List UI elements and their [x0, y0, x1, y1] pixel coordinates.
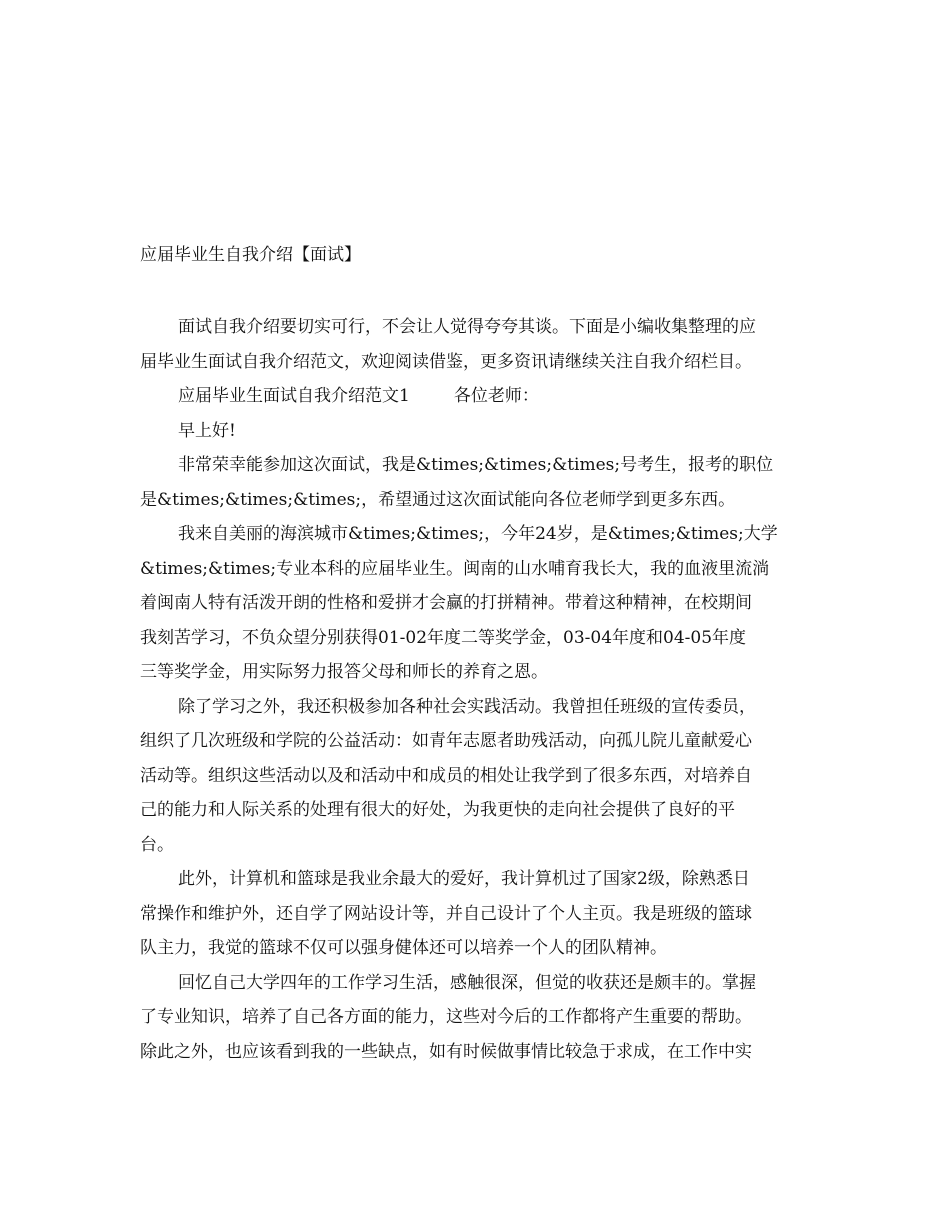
paragraph-line: 此外，计算机和篮球是我业余最大的爱好，我计算机过了国家2级，除熟悉日	[178, 869, 750, 889]
paragraph-line: 回忆自己大学四年的工作学习生活，感触很深，但觉的收获还是颇丰的。掌握	[178, 972, 756, 993]
paragraph-line: 活动等。组织这些活动以及和活动中和成员的相处让我学到了很多东西，对培养自	[140, 765, 752, 786]
paragraph-line: 常操作和维护外，还自学了网站设计等，并自己设计了个人主页。我是班级的篮球	[140, 903, 752, 924]
paragraph-line: 了专业知识，培养了自己各方面的能力，这些对今后的工作都将产生重要的帮助。	[140, 1007, 752, 1027]
salutation: 各位老师：	[453, 386, 539, 406]
paragraph-line: 是&times;&times;&times;，希望通过这次面试能向各位老师学到更多东西。	[140, 489, 736, 510]
paragraph-line: 组织了几次班级和学院的公益活动：如青年志愿者助残活动，向孤儿院儿童献爱心	[140, 731, 752, 751]
paragraph-line: 己的能力和人际关系的处理有很大的好处，为我更快的走向社会提供了良好的平	[140, 800, 735, 820]
paragraph-line: 我来自美丽的海滨城市&times;&times;，今年24岁，是&times;&times;大学	[178, 524, 778, 544]
paragraph-line: 台。	[140, 834, 174, 855]
paragraph-line: 除此之外，也应该看到我的一些缺点，如有时候做事情比较急于求成，在工作中实	[140, 1041, 752, 1062]
paragraph-line: 非常荣幸能参加这次面试，我是&times;&times;&times;号考生，报考的职位	[178, 455, 774, 475]
document-body	[140, 310, 820, 1069]
section-heading: 应届毕业生面试自我介绍范文1	[178, 386, 410, 406]
document-title: 应届毕业生自我介绍【面试】	[140, 245, 361, 265]
paragraph-line: 除了学习之外，我还积极参加各种社会实践活动。我曾担任班级的宣传委员，	[178, 696, 756, 717]
paragraph-line: 面试自我介绍要切实可行，不会让人觉得夸夸其谈。下面是小编收集整理的应	[178, 317, 756, 337]
paragraph-line: 届毕业生面试自我介绍范文，欢迎阅读借鉴，更多资讯请继续关注自我介绍栏目。	[140, 351, 752, 372]
paragraph-line: 三等奖学金，用实际努力报答父母和师长的养育之恩。	[140, 662, 548, 682]
paragraph-line: 我刻苦学习，不负众望分别获得01-02年度二等奖学金，03-04年度和04-05年度	[140, 627, 747, 648]
paragraph-line: &times;&times;专业本科的应届毕业生。闽南的山水哺育我长大，我的血液里流淌	[140, 558, 770, 579]
greeting-line: 早上好!	[178, 420, 236, 441]
paragraph-line: 着闽南人特有活泼开朗的性格和爱拼才会赢的打拼精神。带着这种精神，在校期间	[140, 593, 752, 613]
section-heading-line	[140, 379, 820, 414]
paragraph-line: 队主力，我觉的篮球不仅可以强身健体还可以培养一个人的团队精神。	[140, 938, 667, 958]
